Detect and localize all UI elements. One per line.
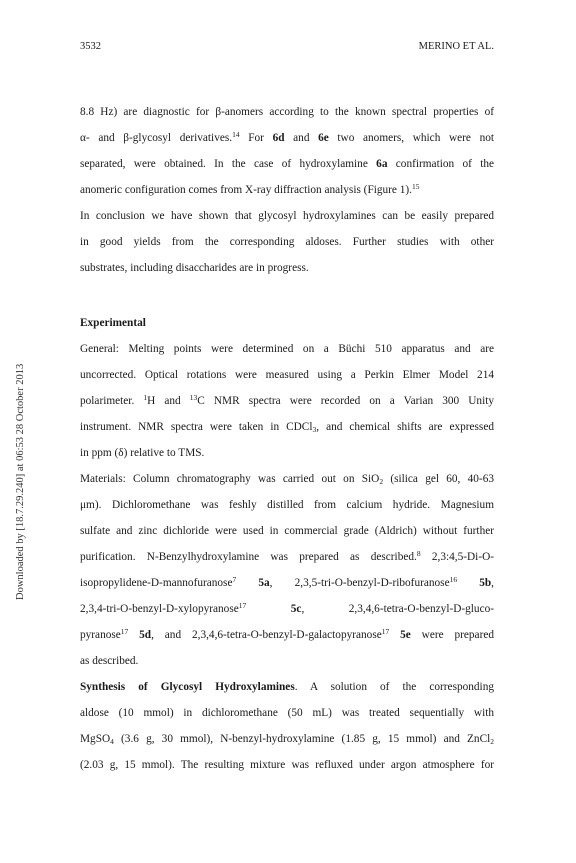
text-line: instrument. NMR spectra were taken in CDCl$_3$, and chemical shifts are expressed bbox=[80, 421, 494, 434]
running-header bbox=[80, 41, 494, 59]
text-line: Materials: Column chromatography was carried out on SiO$_2$ (silica gel 60, 40-63 bbox=[80, 473, 494, 486]
text-line: separated, were obtained. In the case of hydroxylamine 6a confirmation of the bbox=[80, 158, 494, 170]
section-heading: Experimental bbox=[80, 317, 146, 329]
text-line: in good yields from the corresponding aldoses. Further studies with other bbox=[80, 236, 494, 248]
text-line: sulfate and zinc dichloride were used in commercial grade (Aldrich) without further bbox=[80, 525, 494, 537]
text-line: as described. bbox=[80, 655, 139, 667]
text-line: purification. N-Benzylhydroxylamine was prepared as described.$^8$ 2,3:4,5-Di-O- bbox=[80, 549, 494, 563]
text-line: uncorrected. Optical rotations were measured using a Perkin Elmer Model 214 bbox=[80, 369, 494, 381]
text-line: 2,3,4-tri-O-benzyl-D-xylopyranose$^{17}$ 5c, 2,3,4,6-tetra-O-benzyl-D-gluco- bbox=[80, 601, 494, 615]
text-line: substrates, including disaccharides are in progress. bbox=[80, 262, 309, 274]
text-line: in ppm (δ) relative to TMS. bbox=[80, 447, 205, 459]
text-line: (2.03 g, 15 mmol). The resulting mixture was refluxed under argon atmosphere for bbox=[80, 759, 494, 771]
text-line: anomeric configuration comes from X-ray diffraction analysis (Figure 1).$^{15}$ bbox=[80, 182, 420, 196]
download-watermark-text: Downloaded by [18.7.29.240] at 06:53 28 October 2013 bbox=[15, 363, 26, 600]
text-line: In conclusion we have shown that glycosyl hydroxylamines can be easily prepared bbox=[80, 210, 494, 222]
text-line: aldose (10 mmol) in dichloromethane (50 mL) was treated sequentially with bbox=[80, 707, 494, 719]
text-line: pyranose$^{17}$ 5d, and 2,3,4,6-tetra-O-benzyl-D-galactopyranose$^{17}$ 5e were prepared bbox=[80, 627, 494, 641]
text-line: Synthesis of Glycosyl Hydroxylamines. A solution of the corresponding bbox=[80, 681, 494, 693]
page-number: 3532 bbox=[80, 41, 101, 52]
text-line: α- and β-glycosyl derivatives.$^{14}$ For 6d and 6e two anomers, which were not bbox=[80, 130, 495, 144]
text-line: polarimeter. $^1$H and $^{13}$C NMR spectra were recorded on a Varian 300 Unity bbox=[80, 393, 494, 407]
text-line: General: Melting points were determined on a Büchi 510 apparatus and are bbox=[80, 343, 494, 355]
running-authors: MERINO ET AL. bbox=[418, 41, 494, 52]
text-line: MgSO$_4$ (3.6 g, 30 mmol), N-benzyl-hydroxylamine (1.85 g, 15 mmol) and ZnCl$_2$ bbox=[80, 733, 494, 746]
text-line: isopropylidene-D-mannofuranose$^7$ 5a, 2,3,5-tri-O-benzyl-D-ribofuranose$^{16}$ 5b, bbox=[80, 575, 494, 589]
text-line: 8.8 Hz) are diagnostic for β-anomers according to the known spectral properties of bbox=[80, 106, 494, 118]
text-line: μm). Dichloromethane was feshly distilled from calcium hydride. Magnesium bbox=[80, 499, 494, 511]
